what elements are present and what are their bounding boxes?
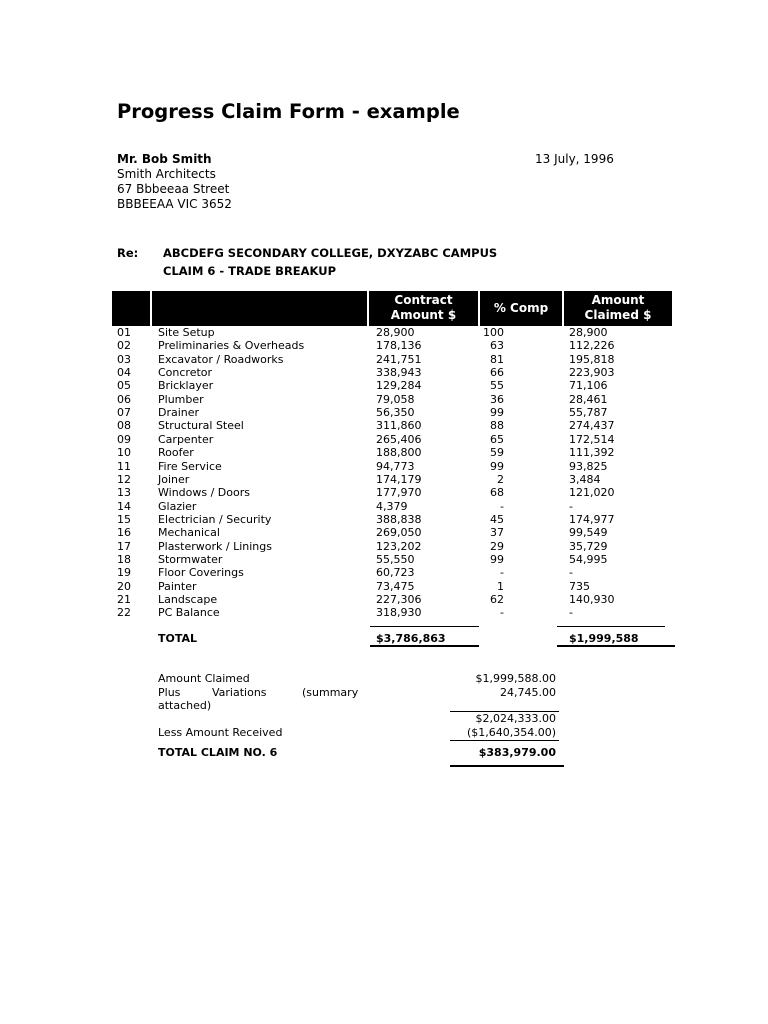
table-row xyxy=(0,580,768,593)
percent-complete: 62 xyxy=(490,593,504,606)
percent-complete: 37 xyxy=(490,526,504,540)
contract-amount: 311,860 xyxy=(376,419,422,433)
trade-number: 20 xyxy=(117,579,131,593)
table-header-contract-cell xyxy=(369,291,478,326)
page-title: Progress Claim Form - example xyxy=(117,100,460,123)
amount-claimed: 71,106 xyxy=(569,379,608,393)
contract-amount: 338,943 xyxy=(376,366,422,380)
table-row xyxy=(0,513,768,526)
amount-claimed: - xyxy=(569,499,573,513)
trade-name: Painter xyxy=(158,579,197,593)
amount-claimed: 3,484 xyxy=(569,472,601,486)
recipient-name: Mr. Bob Smith xyxy=(117,152,212,166)
variations-word: Variations xyxy=(212,686,267,699)
claimed-header-line1: Amount xyxy=(591,293,645,307)
claimed-header-line2: Claimed $ xyxy=(584,308,652,322)
table-row xyxy=(0,540,768,553)
recipient-street: 67 Bbbeeaa Street xyxy=(117,182,230,196)
amount-claimed: 121,020 xyxy=(569,486,615,500)
trade-name: Plasterwork / Linings xyxy=(158,539,272,553)
percent-complete: 68 xyxy=(490,486,504,500)
trade-number: 07 xyxy=(117,406,131,420)
table-row xyxy=(0,486,768,499)
total-claimed-rule-bottom xyxy=(557,645,675,647)
contract-amount: 388,838 xyxy=(376,512,422,526)
trade-number: 18 xyxy=(117,552,131,566)
contract-amount: 188,800 xyxy=(376,446,422,460)
contract-header-line2: Amount $ xyxy=(390,308,457,322)
table-header-comp-cell xyxy=(480,291,562,326)
table-row xyxy=(0,353,768,366)
percent-complete: 81 xyxy=(490,352,504,366)
trade-number: 05 xyxy=(117,379,131,393)
trade-name: Stormwater xyxy=(158,552,223,566)
total-claim-rule-bottom xyxy=(450,765,564,767)
contract-amount: 79,058 xyxy=(376,392,415,406)
total-label: TOTAL xyxy=(158,632,198,645)
contract-amount: 60,723 xyxy=(376,566,415,580)
trade-number: 14 xyxy=(117,499,131,513)
total-claimed-rule-top xyxy=(557,626,665,627)
amount-claimed-value: $1,999,588.00 xyxy=(475,672,556,685)
trade-name: Structural Steel xyxy=(158,419,244,433)
trade-name: Carpenter xyxy=(158,432,214,446)
trade-name: Excavator / Roadworks xyxy=(158,352,284,366)
table-row xyxy=(0,339,768,352)
table-row xyxy=(0,553,768,566)
recipient-company: Smith Architects xyxy=(117,167,216,181)
amount-claimed: 223,903 xyxy=(569,366,615,380)
percent-complete: 55 xyxy=(490,379,504,393)
table-header-claimed-cell xyxy=(564,291,672,326)
trade-name: Site Setup xyxy=(158,326,215,339)
percent-complete: - xyxy=(500,566,504,580)
amount-claimed: 35,729 xyxy=(569,539,608,553)
table-row xyxy=(0,433,768,446)
amount-claimed: 140,930 xyxy=(569,593,615,606)
trade-number: 04 xyxy=(117,366,131,380)
trade-name: Fire Service xyxy=(158,459,222,473)
trade-name: Plumber xyxy=(158,392,204,406)
less-amount-received-value: ($1,640,354.00) xyxy=(466,726,556,739)
percent-complete: 66 xyxy=(490,366,504,380)
amount-claimed: 274,437 xyxy=(569,419,615,433)
trade-number: 15 xyxy=(117,512,131,526)
comp-header: % Comp xyxy=(493,301,549,315)
re-claim-line: CLAIM 6 - TRADE BREAKUP xyxy=(163,264,337,278)
percent-complete: 2 xyxy=(497,472,504,486)
amount-claimed: 195,818 xyxy=(569,352,615,366)
contract-amount: 28,900 xyxy=(376,326,415,339)
total-contract-value: $3,786,863 xyxy=(376,632,446,645)
amount-claimed: 93,825 xyxy=(569,459,608,473)
table-header-trade-cell xyxy=(152,291,367,326)
table-row xyxy=(0,393,768,406)
percent-complete: 36 xyxy=(490,392,504,406)
recipient-suburb: BBBEEAA VIC 3652 xyxy=(117,197,232,211)
trade-name: Drainer xyxy=(158,406,200,420)
percent-complete: 99 xyxy=(490,552,504,566)
trade-number: 01 xyxy=(117,326,131,339)
amount-claimed: - xyxy=(569,566,573,580)
trade-name: Roofer xyxy=(158,446,194,460)
contract-amount: 174,179 xyxy=(376,472,422,486)
percent-complete: 88 xyxy=(490,419,504,433)
letter-date: 13 July, 1996 xyxy=(535,152,614,166)
contract-amount: 178,136 xyxy=(376,339,422,353)
contract-amount: 56,350 xyxy=(376,406,415,420)
trade-number: 10 xyxy=(117,446,131,460)
trade-number: 22 xyxy=(117,606,131,620)
contract-amount: 73,475 xyxy=(376,579,415,593)
table-row xyxy=(0,379,768,392)
table-row xyxy=(0,460,768,473)
table-row xyxy=(0,526,768,539)
trade-name: Bricklayer xyxy=(158,379,214,393)
amount-claimed: 172,514 xyxy=(569,432,615,446)
amount-claimed: 54,995 xyxy=(569,552,608,566)
amount-claimed-label: Amount Claimed xyxy=(158,672,250,685)
recipient-address xyxy=(117,152,232,212)
amount-claimed: - xyxy=(569,606,573,620)
total-contract-rule-top xyxy=(370,626,479,627)
trade-name: Windows / Doors xyxy=(158,486,250,500)
contract-amount: 129,284 xyxy=(376,379,422,393)
percent-complete: 65 xyxy=(490,432,504,446)
trade-number: 02 xyxy=(117,339,131,353)
table-row xyxy=(0,473,768,486)
table-row xyxy=(0,566,768,579)
trade-name: PC Balance xyxy=(158,606,220,620)
trade-number: 19 xyxy=(117,566,131,580)
trade-number: 09 xyxy=(117,432,131,446)
attached-word: attached) xyxy=(158,699,212,712)
re-subject xyxy=(163,244,497,280)
trade-name: Mechanical xyxy=(158,526,220,540)
contract-amount: 318,930 xyxy=(376,606,422,620)
subtotal-value: $2,024,333.00 xyxy=(475,712,556,725)
amount-claimed: 112,226 xyxy=(569,339,615,353)
table-row xyxy=(0,446,768,459)
percent-complete: - xyxy=(500,606,504,620)
amount-claimed: 735 xyxy=(569,579,590,593)
table-row xyxy=(0,406,768,419)
trade-number: 21 xyxy=(117,593,131,606)
percent-complete: 59 xyxy=(490,446,504,460)
amount-claimed: 55,787 xyxy=(569,406,608,420)
table-row xyxy=(0,326,768,339)
percent-complete: 99 xyxy=(490,459,504,473)
contract-amount: 123,202 xyxy=(376,539,422,553)
percent-complete: 100 xyxy=(483,326,504,339)
contract-amount: 269,050 xyxy=(376,526,422,540)
table-row xyxy=(0,419,768,432)
total-contract-rule-bottom xyxy=(370,645,479,647)
trade-number: 16 xyxy=(117,526,131,540)
contract-amount: 265,406 xyxy=(376,432,422,446)
trade-name: Electrician / Security xyxy=(158,512,272,526)
variations-value: 24,745.00 xyxy=(500,686,556,699)
amount-claimed: 28,461 xyxy=(569,392,608,406)
percent-complete: 45 xyxy=(490,512,504,526)
contract-amount: 241,751 xyxy=(376,352,422,366)
contract-amount: 4,379 xyxy=(376,499,408,513)
trade-name: Floor Coverings xyxy=(158,566,244,580)
trade-name: Glazier xyxy=(158,499,197,513)
contract-amount: 227,306 xyxy=(376,593,422,606)
table-header-num-cell xyxy=(112,291,150,326)
total-claim-label: TOTAL CLAIM NO. 6 xyxy=(158,746,278,759)
contract-amount: 55,550 xyxy=(376,552,415,566)
percent-complete: 99 xyxy=(490,406,504,420)
re-label: Re: xyxy=(117,246,139,260)
trade-number: 13 xyxy=(117,486,131,500)
trade-name: Concretor xyxy=(158,366,213,380)
summary-word: (summary xyxy=(302,686,359,699)
amount-claimed: 99,549 xyxy=(569,526,608,540)
total-claim-value: $383,979.00 xyxy=(478,746,556,759)
total-claimed-value: $1,999,588 xyxy=(569,632,639,645)
table-row xyxy=(0,366,768,379)
amount-claimed: 28,900 xyxy=(569,326,608,339)
less-amount-received-label: Less Amount Received xyxy=(158,726,283,739)
total-claim-rule-top xyxy=(450,740,559,741)
trade-number: 03 xyxy=(117,352,131,366)
trade-number: 12 xyxy=(117,472,131,486)
trade-number: 17 xyxy=(117,539,131,553)
percent-complete: 63 xyxy=(490,339,504,353)
amount-claimed: 111,392 xyxy=(569,446,615,460)
contract-header-line1: Contract xyxy=(394,293,453,307)
trade-number: 06 xyxy=(117,392,131,406)
re-project-line: ABCDEFG SECONDARY COLLEGE, DXYZABC CAMPUS xyxy=(163,246,498,260)
trade-name: Landscape xyxy=(158,593,218,606)
trade-number: 08 xyxy=(117,419,131,433)
percent-complete: 1 xyxy=(497,579,504,593)
trade-name: Joiner xyxy=(158,472,190,486)
contract-amount: 177,970 xyxy=(376,486,422,500)
trade-number: 11 xyxy=(117,459,131,473)
plus-word: Plus xyxy=(158,686,181,699)
percent-complete: - xyxy=(500,499,504,513)
table-row xyxy=(0,500,768,513)
trade-name: Preliminaries & Overheads xyxy=(158,339,305,353)
contract-amount: 94,773 xyxy=(376,459,415,473)
percent-complete: 29 xyxy=(490,539,504,553)
amount-claimed: 174,977 xyxy=(569,512,615,526)
table-row xyxy=(0,593,768,606)
table-row xyxy=(0,606,768,619)
